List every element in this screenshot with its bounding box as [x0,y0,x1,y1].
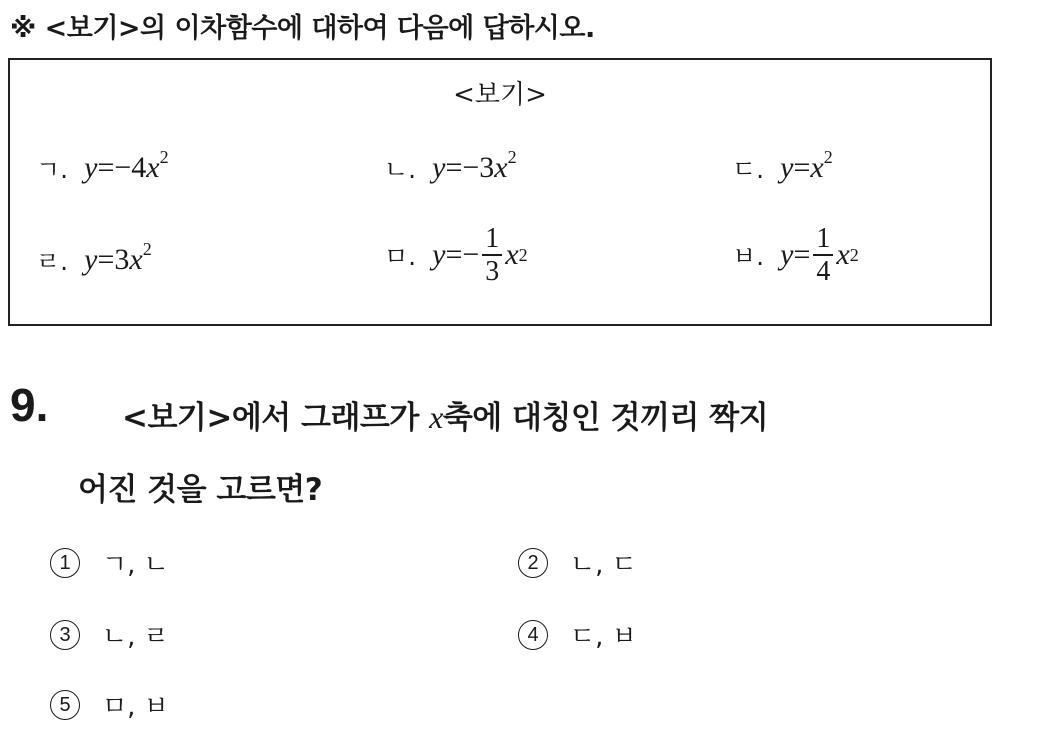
answer-choice-3[interactable] [50,616,169,653]
question-text-line-2: 어진 것을 고르면? [78,472,323,508]
example-box-title: <보기> [453,80,547,110]
item-equation [780,147,833,185]
equation-lhs: y [780,151,794,184]
equation-variable: x [810,151,824,184]
question-number: 9. [10,379,49,431]
item-label: ㄱ. [36,155,69,184]
equation-variable: x [146,151,160,184]
answer-choice-1[interactable] [50,544,169,581]
item-label: ㄴ. [384,155,417,184]
equation-sign: − [114,151,132,184]
fraction-denominator: 4 [816,256,831,288]
equation-lhs: y [780,238,794,272]
question-text-part: <보기>에서 그래프가 [122,400,419,436]
equation-lhs: y [84,243,98,276]
item-label: ㄷ. [732,155,765,184]
choice-number-badge: 1 [50,548,80,578]
equation-lhs: y [432,151,446,184]
choice-text: ㅁ, ㅂ [102,692,169,722]
example-item-bieup [732,224,859,287]
choice-text: ㄴ, ㄹ [102,622,169,652]
equation-sign: − [462,151,480,184]
item-label: ㄹ. [36,247,69,276]
example-item-digeut [732,147,833,186]
question-variable: x [429,399,443,435]
equation-equals: = [793,151,811,184]
equation-variable: x [836,238,850,272]
answer-choice-2[interactable] [518,544,637,581]
example-item-rieul [36,239,152,278]
item-label: ㅂ. [732,242,765,272]
choice-number-badge: 3 [50,620,80,650]
equation-equals: = [445,238,463,272]
item-equation: y = $\frac{1}{4}$ x 2 [780,223,859,288]
fraction-numerator: 1 [482,224,502,256]
item-label: ㅁ. [384,242,417,272]
equation-fraction [813,224,833,287]
example-item-nieun [384,147,517,186]
item-equation: y = − $\frac{1}{3}$ x 2 [432,223,528,288]
choice-text: ㄱ, ㄴ [102,550,169,580]
question-text-part: 축에 대칭인 것끼리 짝지 [442,400,769,436]
equation-fraction [482,224,502,287]
answer-choice-4[interactable] [518,616,637,653]
equation-lhs: y [84,151,98,184]
item-equation [432,147,517,185]
equation-coefficient: 4 [131,151,147,184]
choice-number-badge: 4 [518,620,548,650]
example-item-giyeok [36,147,169,186]
equation-equals: = [97,243,115,276]
answer-choice-5[interactable] [50,686,169,723]
instruction-text: ※ <보기>의 이차함수에 대하여 다음에 답하시오. [10,13,595,44]
choice-number-badge: 2 [518,548,548,578]
equation-equals: = [97,151,115,184]
equation-exponent: 2 [142,239,152,259]
equation-exponent: 2 [507,147,517,167]
equation-variable: x [505,238,519,272]
item-equation [84,147,169,185]
equation-equals: = [793,238,811,272]
question-text-line-1 [122,392,768,437]
example-box [8,58,992,326]
equation-exponent: 2 [823,147,833,167]
equation-exponent: 2 [159,147,169,167]
item-equation [84,239,152,277]
equation-equals: = [445,151,463,184]
equation-variable: x [494,151,508,184]
choice-text: ㄷ, ㅂ [570,622,637,652]
equation-lhs: y [432,238,446,272]
equation-coefficient: 3 [114,243,130,276]
equation-sign: − [462,238,480,272]
choice-text: ㄴ, ㄷ [570,550,637,580]
example-item-mieum [384,224,528,287]
choice-number-badge: 5 [50,690,80,720]
equation-variable: x [129,243,143,276]
equation-coefficient: 3 [479,151,495,184]
fraction-denominator: 3 [485,256,500,288]
fraction-numerator: 1 [813,224,833,256]
